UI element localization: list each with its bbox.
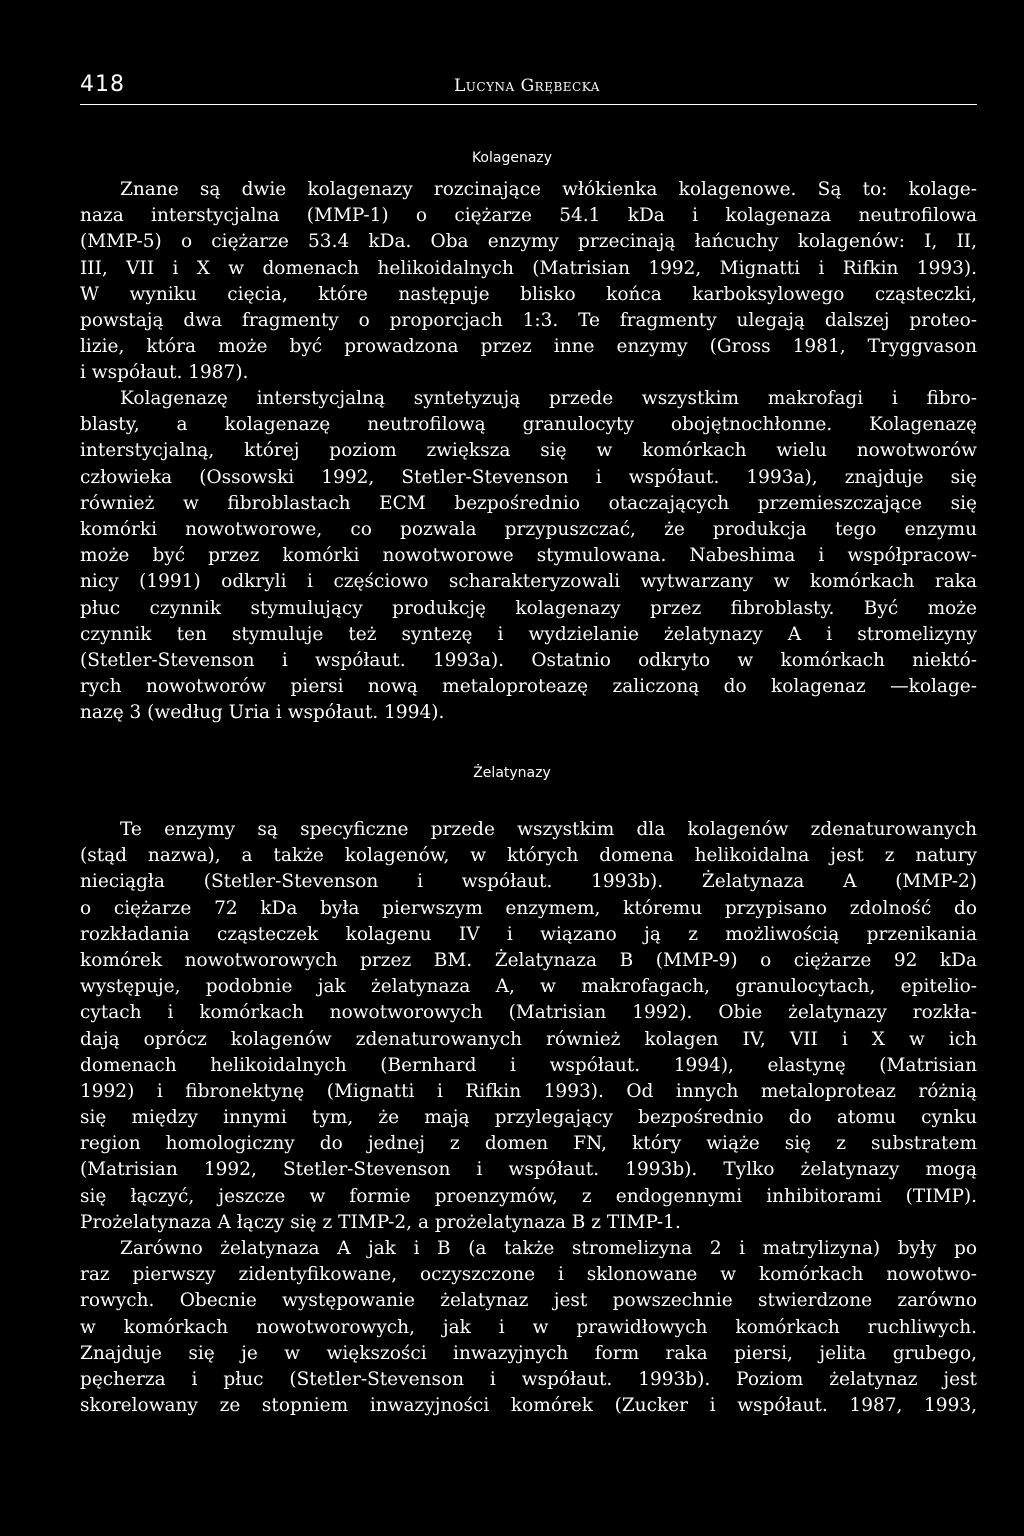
text-line: również w fibroblastach ECM bezpośrednio otaczających przemieszczające się <box>80 492 977 514</box>
paragraph-kolagenazy-intro <box>80 177 977 387</box>
text-line: komórki nowotworowe, co pozwala przypuszczać, że produkcja tego enzymu <box>80 518 977 540</box>
text-line: czynnik ten stymuluje też syntezę i wydzielanie żelatynazy A i stromelizyny <box>80 623 977 645</box>
paragraph-zelatynazy-occurrence <box>80 1236 977 1419</box>
text-line: może być przez komórki nowotworowe stymulowana. Nabeshima i współpracow- <box>80 545 977 567</box>
text-line: W wyniku cięcia, które następuje blisko końca karboksylowego cząsteczki, <box>80 283 977 305</box>
section-heading-zelatynazy: Żelatynazy <box>473 765 551 781</box>
text-line: w komórkach nowotworowych, jak i w prawidłowych komórkach ruchliwych. <box>80 1316 977 1338</box>
text-line: nicy (1991) odkryli i częściowo scharakteryzowali wytwarzany w komórkach raka <box>80 571 977 593</box>
text-line: się łączyć, jeszcze w formie proenzymów, z endogennymi inhibitorami (TIMP). <box>80 1185 977 1207</box>
text-line: występuje, podobnie jak żelatynaza A, w makrofagach, granulocytach, epitelio- <box>80 976 977 998</box>
text-line: Te enzymy są specyficzne przede wszystkim dla kolagenów zdenaturowanych <box>120 819 977 840</box>
running-header <box>80 70 977 105</box>
text-line: o ciężarze 72 kDa była pierwszym enzymem, któremu przypisano zdolność do <box>80 897 977 919</box>
text-line: Prożelatynaza A łączy się z TIMP-2, a prożelatynaza B z TIMP-1. <box>80 1211 681 1233</box>
text-line: rych nowotworów piersi nową metaloproteazę zaliczoną do kolagenaz —kolage- <box>80 676 977 698</box>
page-number: 418 <box>80 72 125 97</box>
text-line: naza interstycjalna (MMP-1) o ciężarze 54.1 kDa i kolagenaza neutrofilowa <box>80 205 977 227</box>
text-line: Znajduje się je w większości inwazyjnych form raka piersi, jelita grubego, <box>80 1342 977 1364</box>
text-line: Zarówno żelatynaza A jak i B (a także stromelizyna 2 i matrylizyna) były po <box>120 1238 977 1259</box>
text-line: komórek nowotworowych przez BM. Żelatynaza B (MMP-9) o ciężarze 92 kDa <box>80 949 977 971</box>
text-line: Kolagenazę interstycjalną syntetyzują przede wszystkim makrofagi i fibro- <box>120 388 977 409</box>
text-line: 1992) i fibronektynę (Mignatti i Rifkin 1993). Od innych metaloproteaz różnią <box>80 1080 977 1102</box>
text-line: (Stetler-Stevenson i współaut. 1993a). Ostatnio odkryto w komórkach niektó- <box>80 649 977 671</box>
text-line: płuc czynnik stymulujący produkcję kolagenazy przez fibroblasty. Być może <box>80 597 977 619</box>
text-line: i współaut. 1987). <box>80 362 249 384</box>
text-line: interstycjalną, której poziom zwiększa się w komórkach wielu nowotworów <box>80 440 977 462</box>
text-line: rowych. Obecnie występowanie żelatynaz jest powszechnie stwierdzone zarówno <box>80 1290 977 1312</box>
text-line: III, VII i X w domenach helikoidalnych (Matrisian 1992, Mignatti i Rifkin 1993). <box>80 257 977 279</box>
text-line: Znane są dwie kolagenazy rozcinające włókienka kolagenowe. Są to: kolage- <box>120 179 977 200</box>
text-line: lizie, która może być prowadzona przez inne enzymy (Gross 1981, Tryggvason <box>80 336 977 358</box>
text-line: rozkładania cząsteczek kolagenu IV i wiązano ją z możliwością przenikania <box>80 923 977 945</box>
text-line: region homologiczny do jednej z domen FN, który wiąże się z substratem <box>80 1133 977 1155</box>
text-line: (MMP-5) o ciężarze 53.4 kDa. Oba enzymy przecinają łańcuchy kolagenów: I, II, <box>80 231 977 253</box>
text-line: człowieka (Ossowski 1992, Stetler-Stevenson i współaut. 1993a), znajduje się <box>80 466 977 488</box>
text-line: dają oprócz kolagenów zdenaturowanych również kolagen IV, VII i X w ich <box>80 1028 977 1050</box>
section-heading-kolagenazy: Kolagenazy <box>471 150 553 166</box>
text-line: blasty, a kolagenazę neutrofilową granulocyty obojętnochłonne. Kolagenazę <box>80 414 977 436</box>
text-line: pęcherza i płuc (Stetler-Stevenson i współaut. 1993b). Poziom żelatynaz jest <box>80 1368 977 1390</box>
text-line: raz pierwszy zidentyfikowane, oczyszczone i sklonowane w komórkach nowotwo- <box>80 1264 977 1286</box>
text-line: powstają dwa fragmenty o proporcjach 1:3. Te fragmenty ulegają dalszej proteo- <box>80 309 977 331</box>
text-line: (Matrisian 1992, Stetler-Stevenson i współaut. 1993b). Tylko żelatynazy mogą <box>80 1159 977 1181</box>
paragraph-kolagenazy-synthesis <box>80 386 977 726</box>
text-line: (stąd nazwa), a także kolagenów, w których domena helikoidalna jest z natury <box>80 845 977 867</box>
paragraph-zelatynazy-specificity <box>80 817 977 1236</box>
text-line: nieciągła (Stetler-Stevenson i współaut. 1993b). Żelatynaza A (MMP-2) <box>80 871 977 893</box>
text-line: nazę 3 (według Uria i współaut. 1994). <box>80 702 445 724</box>
text-line: się między innymi tym, że mają przylegający bezpośrednio do atomu cynku <box>80 1107 977 1129</box>
text-line: domenach helikoidalnych (Bernhard i współaut. 1994), elastynę (Matrisian <box>80 1054 977 1076</box>
text-line: cytach i komórkach nowotworowych (Matrisian 1992). Obie żelatynazy rozkła- <box>80 1002 977 1024</box>
running-head-author: Lucyna Grębecka <box>454 76 600 96</box>
text-line: skorelowany ze stopniem inwazyjności komórek (Zucker i współaut. 1987, 1993, <box>80 1395 977 1417</box>
